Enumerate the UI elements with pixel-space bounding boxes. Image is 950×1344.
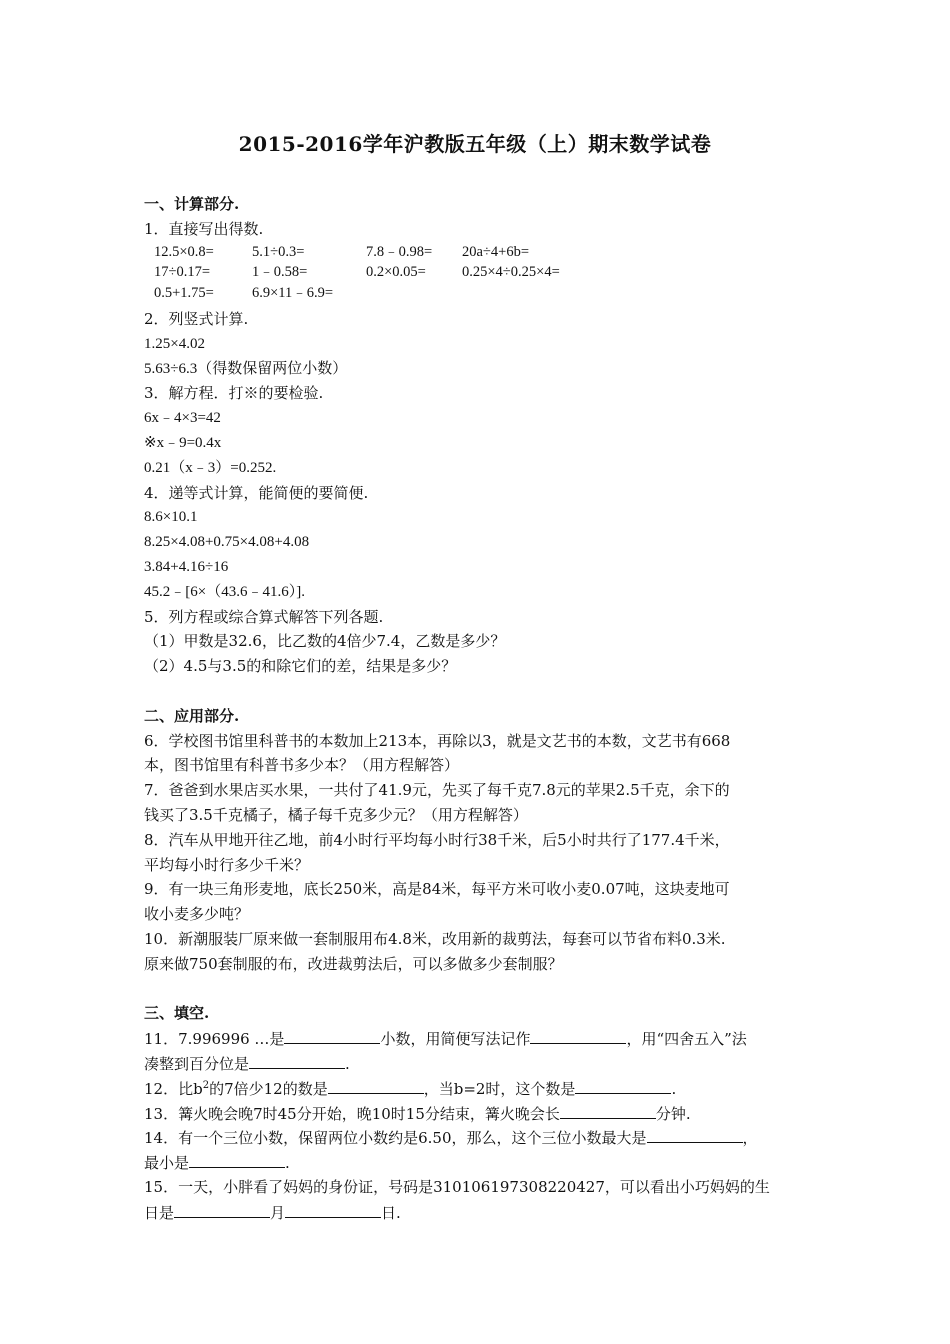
question-10-cont: 原来做750套制服的布，改进裁剪法后，可以多做多少套制服？	[144, 954, 563, 973]
question-6: 6．学校图书馆里科普书的本数加上213本，再除以3，就是文艺书的本数，文艺书有668	[144, 731, 731, 750]
question-6-cont: 本，图书馆里有科普书多少本？（用方程解答）	[144, 756, 460, 775]
q2-item: 1.25×4.02	[144, 335, 205, 352]
calc-item: 12.5×0.8=	[154, 243, 214, 260]
question-9-cont: 收小麦多少吨？	[144, 905, 250, 924]
question-11-cont: 凑整到百分位是 .	[144, 1051, 804, 1076]
calc-item: 7.8﹣0.98=	[366, 243, 433, 260]
q2-item: 5.63÷6.3（得数保留两位小数）	[144, 360, 348, 377]
question-11: 11．7.996996 …是 小数，用简便写法记作 ，用“四舍五入”法	[144, 1026, 804, 1051]
calc-item: 0.2×0.05=	[366, 264, 426, 281]
section-calculation: 一、计算部分.	[144, 195, 240, 213]
q4-item: 8.25×4.08+0.75×4.08+4.08	[144, 534, 310, 551]
calc-item: 5.1÷0.3=	[252, 243, 305, 260]
question-10: 10．新潮服装厂原来做一套制服用布4.8米，改用新的裁剪法，每套可以节省布料0.3米.	[144, 930, 726, 949]
answer-blank[interactable]	[189, 1150, 285, 1168]
answer-blank[interactable]	[284, 1026, 380, 1044]
calc-item: 0.25×4÷0.25×4=	[462, 264, 560, 281]
calc-row	[144, 262, 804, 283]
calc-item: 0.5+1.75=	[154, 284, 214, 301]
question-9: 9．有一块三角形麦地，底长250米，高是84米，每平方米可收小麦0.07吨，这块麦地可	[144, 880, 730, 899]
question-7: 7．爸爸到水果店买水果，一共付了41.9元，先买了每千克7.8元的苹果2.5千克，余下的	[144, 781, 730, 800]
question-12: 12．比$b^2$的7倍少12的数是 ，当b=2时，这个数是 .	[144, 1076, 804, 1101]
question-14: 14．有一个三位小数，保留两位小数约是6.50，那么，这个三位小数最大是 ，	[144, 1125, 804, 1150]
question-8-cont: 平均每小时行多少千米？	[144, 855, 310, 874]
section-fill-blank: 三、填空.	[144, 1004, 210, 1023]
answer-blank[interactable]	[560, 1101, 656, 1119]
question-7-cont: 钱买了3.5千克橘子，橘子每千克多少元？（用方程解答）	[144, 806, 528, 825]
question-4: 4．递等式计算，能简便的要简便.	[144, 483, 369, 502]
calc-item: 1﹣0.58=	[252, 264, 308, 281]
question-14-cont: 最小是 .	[144, 1150, 804, 1175]
answer-blank[interactable]	[249, 1051, 345, 1069]
question-8: 8．汽车从甲地开往乙地，前4小时行平均每小时行38千米，后5小时共行了177.4千米，	[144, 830, 730, 849]
question-15: 15．一天，小胖看了妈妈的身份证，号码是310106197308220427，可以看出小巧妈妈的生	[144, 1177, 770, 1196]
answer-blank[interactable]	[174, 1200, 270, 1218]
q3-item: 0.21（x﹣3）=0.252.	[144, 459, 277, 476]
section-application: 二、应用部分.	[144, 706, 240, 725]
q4-item: 45.2﹣[6×（43.6﹣41.6）].	[144, 583, 305, 600]
page-title: 2015-2016学年沪教版五年级（上）期末数学试卷	[238, 132, 712, 156]
calc-item: 20a÷4+6b=	[462, 243, 529, 260]
exam-content	[144, 192, 804, 1225]
question-2: 2．列竖式计算.	[144, 310, 249, 329]
answer-blank[interactable]	[575, 1076, 671, 1094]
answer-blank[interactable]	[647, 1125, 743, 1143]
question-15-cont: 日是 月 日.	[144, 1200, 804, 1225]
calc-row	[144, 242, 804, 263]
q4-item: 3.84+4.16÷16	[144, 559, 229, 576]
q5-item: （2）4.5与3.5的和除它们的差，结果是多少？	[144, 657, 457, 676]
question-1: 1．直接写出得数.	[144, 219, 264, 238]
calc-item: 6.9×11﹣6.9=	[252, 284, 334, 301]
q3-item: ※x﹣9=0.4x	[144, 435, 222, 452]
q4-item: 8.6×10.1	[144, 509, 198, 526]
question-13: 13．篝火晚会晚7时45分开始，晚10时15分结束，篝火晚会长 分钟.	[144, 1101, 804, 1126]
q3-item: 6x﹣4×3=42	[144, 410, 221, 427]
answer-blank[interactable]	[285, 1200, 381, 1218]
answer-blank[interactable]	[328, 1076, 424, 1094]
calc-row	[144, 283, 804, 304]
question-5: 5．列方程或综合算式解答下列各题.	[144, 607, 384, 626]
q5-item: （1）甲数是32.6，比乙数的4倍少7.4，乙数是多少？	[144, 632, 506, 651]
question-3: 3．解方程．打※的要检验.	[144, 384, 324, 403]
answer-blank[interactable]	[530, 1026, 626, 1044]
calc-item: 17÷0.17=	[154, 264, 211, 281]
